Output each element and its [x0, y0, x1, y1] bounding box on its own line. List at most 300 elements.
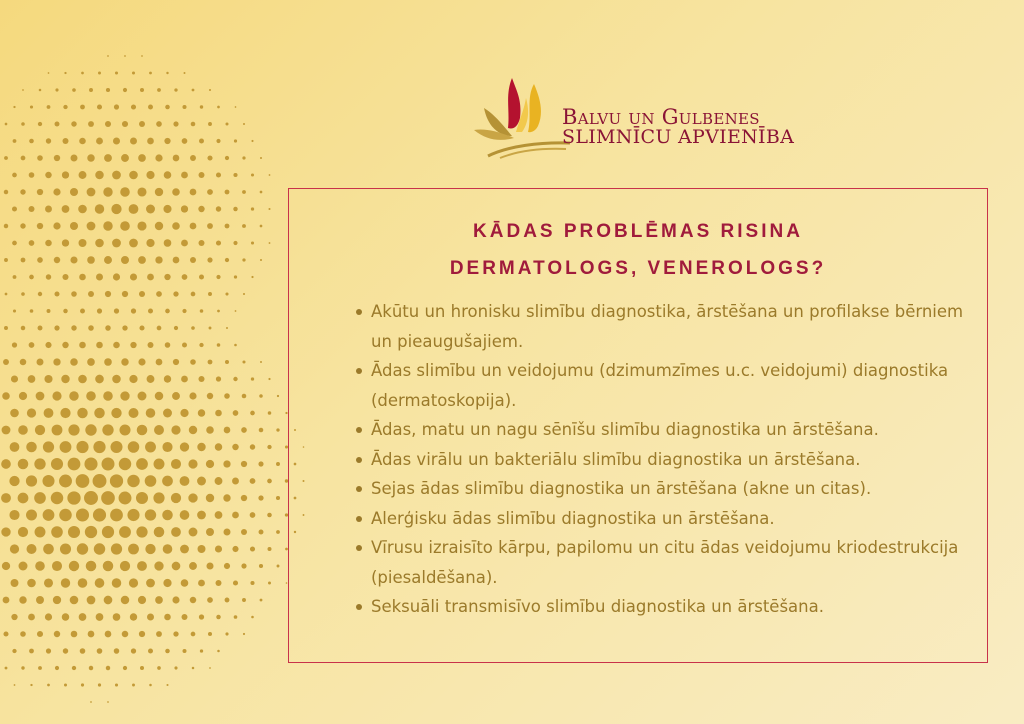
halftone-dot: [224, 393, 230, 399]
halftone-dot: [139, 291, 145, 297]
halftone-dot: [71, 631, 78, 638]
halftone-dot: [112, 578, 122, 588]
halftone-dot: [276, 428, 279, 431]
halftone-dot: [217, 650, 220, 653]
halftone-dot: [251, 241, 254, 244]
halftone-dot: [130, 273, 137, 280]
halftone-dot: [206, 528, 214, 536]
halftone-dot: [140, 88, 144, 92]
halftone-dot: [235, 310, 237, 312]
halftone-dot: [173, 631, 178, 636]
halftone-dot: [180, 476, 190, 486]
halftone-dot: [172, 222, 180, 230]
halftone-dot: [95, 239, 104, 248]
halftone-dot: [95, 375, 104, 384]
halftone-dot: [54, 631, 60, 637]
halftone-dot: [251, 616, 254, 619]
halftone-dot: [188, 493, 197, 502]
halftone-dot: [207, 257, 212, 262]
halftone-dot: [199, 614, 204, 619]
halftone-dot: [86, 561, 97, 572]
halftone-dot: [216, 275, 220, 279]
halftone-dot: [93, 474, 107, 488]
halftone-dot: [48, 72, 50, 74]
halftone-dot: [189, 528, 198, 537]
halftone-dot: [55, 88, 58, 91]
halftone-dot: [113, 273, 120, 280]
halftone-dot: [121, 358, 128, 365]
halftone-dot: [121, 596, 129, 604]
halftone-dot: [11, 614, 17, 620]
halftone-dot: [80, 105, 85, 110]
halftone-dot: [103, 187, 112, 196]
halftone-dot: [223, 460, 230, 467]
halftone-dot: [260, 259, 262, 261]
halftone-dot: [5, 667, 8, 670]
halftone-dot: [234, 139, 237, 142]
halftone-dot: [137, 425, 148, 436]
halftone-dot: [251, 207, 254, 210]
halftone-dot: [180, 442, 189, 451]
halftone-dot: [216, 206, 221, 211]
halftone-dot: [209, 327, 212, 330]
halftone-dot: [192, 89, 195, 92]
halftone-dot: [190, 257, 196, 263]
halftone-dot: [112, 171, 121, 180]
halftone-dot: [20, 631, 26, 637]
halftone-dot: [120, 187, 130, 197]
halftone-dot: [62, 342, 68, 348]
halftone-dot: [268, 547, 272, 551]
halftone-dot: [20, 189, 25, 194]
halftone-dot: [243, 293, 245, 295]
halftone-dot: [120, 221, 130, 231]
halftone-dot: [155, 392, 164, 401]
halftone-dot: [76, 508, 89, 521]
halftone-dot: [171, 459, 181, 469]
halftone-dot: [268, 378, 270, 380]
halftone-dot: [191, 122, 196, 127]
halftone-dot: [148, 105, 153, 110]
halftone-dot: [149, 684, 152, 687]
halftone-dot: [130, 342, 136, 348]
halftone-dot: [70, 222, 78, 230]
halftone-dot: [190, 155, 196, 161]
halftone-dot: [172, 392, 180, 400]
halftone-dot: [94, 408, 105, 419]
halftone-dot: [155, 256, 162, 263]
halftone-dot: [28, 614, 35, 621]
halftone-dot: [241, 563, 246, 568]
halftone-dot: [10, 409, 19, 418]
halftone-dot: [233, 410, 239, 416]
halftone-dot: [190, 597, 196, 603]
halftone-dot: [197, 545, 205, 553]
halftone-dot: [78, 375, 87, 384]
halftone-dot: [192, 667, 195, 670]
halftone-dot: [84, 491, 98, 505]
halftone-dot: [260, 599, 263, 602]
halftone-dot: [105, 291, 111, 297]
halftone-dot: [29, 139, 34, 144]
halftone-dot: [112, 375, 121, 384]
halftone-dot: [156, 631, 162, 637]
halftone-dot: [115, 71, 118, 74]
halftone-dot: [87, 596, 96, 605]
halftone-dot: [162, 442, 172, 452]
halftone-dot: [97, 648, 103, 654]
halftone-dot: [154, 459, 165, 470]
halftone-dot: [13, 275, 17, 279]
halftone-dot: [251, 173, 254, 176]
halftone-dot: [51, 458, 63, 470]
halftone-dot: [164, 138, 170, 144]
halftone-dot: [5, 293, 8, 296]
halftone-dot: [122, 121, 128, 127]
halftone-dot: [3, 597, 10, 604]
halftone-dot: [95, 204, 104, 213]
halftone-dot: [138, 154, 146, 162]
halftone-dot: [173, 291, 178, 296]
halftone-dot: [182, 309, 186, 313]
halftone-dot: [72, 88, 76, 92]
halftone-dot: [173, 257, 180, 264]
halftone-dot: [174, 326, 178, 330]
halftone-dot: [180, 409, 188, 417]
halftone-dot: [136, 458, 148, 470]
info-card: [288, 188, 988, 663]
halftone-dot: [165, 342, 171, 348]
halftone-dot: [139, 325, 144, 330]
halftone-dot: [153, 492, 164, 503]
halftone-dot: [225, 258, 229, 262]
halftone-dot: [107, 55, 109, 57]
halftone-dot: [242, 598, 246, 602]
halftone-dot: [105, 631, 112, 638]
logo-line1: Balvu un Gulbenes: [562, 105, 760, 129]
halftone-dot: [166, 684, 168, 686]
halftone-dot: [71, 325, 76, 330]
halftone-dot: [37, 155, 43, 161]
halftone-dot: [21, 156, 26, 161]
halftone-dot: [173, 121, 178, 126]
halftone-dot: [64, 72, 66, 74]
halftone-dot: [43, 544, 54, 555]
halftone-dot: [79, 342, 86, 349]
halftone-dot: [54, 291, 59, 296]
halftone-dot: [181, 205, 188, 212]
halftone-dot: [87, 154, 95, 162]
halftone-dot: [111, 408, 121, 418]
halftone-dot: [29, 240, 35, 246]
halftone-dot: [198, 376, 204, 382]
halftone-dot: [51, 492, 64, 505]
halftone-dot: [38, 292, 42, 296]
halftone-dot-pattern: [0, 0, 320, 724]
halftone-dot: [190, 359, 196, 365]
halftone-dot: [165, 309, 170, 314]
halftone-dot: [84, 457, 97, 470]
halftone-dot: [197, 477, 206, 486]
halftone-dot: [251, 377, 254, 380]
list-item: Sejas ādas slimību diagnostika un ārstēšana (akne un citas).: [347, 474, 987, 504]
halftone-dot: [277, 565, 280, 568]
halftone-dot: [22, 89, 24, 91]
halftone-dot: [113, 342, 120, 349]
halftone-dot: [241, 495, 247, 501]
halftone-dot: [44, 408, 54, 418]
halftone-dot: [27, 544, 37, 554]
halftone-dot: [127, 509, 139, 521]
halftone-dot: [115, 683, 118, 686]
halftone-dot: [225, 190, 230, 195]
halftone-dot: [29, 342, 35, 348]
halftone-dot: [103, 221, 112, 230]
halftone-dot: [110, 509, 123, 522]
halftone-dot: [139, 631, 145, 637]
halftone-dot: [181, 240, 188, 247]
halftone-dot: [1, 459, 11, 469]
halftone-dot: [88, 631, 95, 638]
halftone-dot: [60, 408, 70, 418]
halftone-dot: [234, 344, 237, 347]
halftone-dot: [199, 139, 204, 144]
halftone-dot: [119, 492, 132, 505]
halftone-dot: [197, 443, 205, 451]
halftone-dot: [18, 425, 28, 435]
halftone-dot: [88, 121, 94, 127]
halftone-dot: [182, 274, 188, 280]
halftone-dot: [233, 173, 237, 177]
halftone-dot: [223, 494, 230, 501]
halftone-dot: [44, 578, 53, 587]
halftone-dot: [188, 459, 197, 468]
halftone-dot: [52, 561, 62, 571]
halftone-dot: [101, 491, 115, 505]
halftone-dot: [114, 648, 120, 654]
halftone-dot: [93, 441, 105, 453]
halftone-dot: [223, 528, 230, 535]
halftone-dot: [165, 649, 170, 654]
halftone-dot: [34, 458, 45, 469]
halftone-dot: [137, 561, 147, 571]
halftone-dot: [146, 171, 154, 179]
halftone-dot: [132, 72, 135, 75]
halftone-dot: [106, 666, 110, 670]
halftone-dot: [90, 701, 92, 703]
halftone-dot: [9, 510, 19, 520]
halftone-dot: [39, 89, 42, 92]
halftone-dot: [233, 377, 237, 381]
halftone-dot: [2, 392, 10, 400]
halftone-dot: [182, 343, 187, 348]
halftone-dot: [182, 105, 186, 109]
halftone-dot: [207, 597, 213, 603]
halftone-dot: [62, 274, 68, 280]
halftone-dot: [104, 154, 112, 162]
halftone-dot: [87, 222, 96, 231]
halftone-dot: [197, 511, 206, 520]
halftone-dot: [26, 475, 37, 486]
halftone-dot: [76, 441, 88, 453]
halftone-dot: [164, 171, 172, 179]
halftone-dot: [103, 561, 114, 572]
halftone-dot: [173, 359, 179, 365]
halftone-dot: [207, 155, 212, 160]
halftone-dot: [119, 458, 131, 470]
halftone-dot: [9, 476, 19, 486]
halftone-dot: [47, 309, 51, 313]
halftone-dot: [61, 578, 70, 587]
halftone-dot: [54, 325, 59, 330]
halftone-dot: [224, 563, 230, 569]
halftone-dot: [129, 204, 139, 214]
halftone-dot: [136, 492, 148, 504]
halftone-dot: [111, 543, 122, 554]
halftone-dot: [163, 544, 173, 554]
halftone-dot: [198, 206, 204, 212]
halftone-dot: [146, 239, 154, 247]
halftone-dot: [260, 191, 263, 194]
halftone-dot: [129, 171, 138, 180]
halftone-dot: [71, 121, 76, 126]
halftone-dot: [206, 494, 214, 502]
halftone-dot: [70, 188, 78, 196]
halftone-dot: [145, 509, 156, 520]
halftone-dot: [232, 478, 239, 485]
halftone-dot: [147, 274, 154, 281]
halftone-dot: [258, 461, 263, 466]
halftone-dot: [88, 291, 94, 297]
halftone-dot: [124, 55, 126, 57]
halftone-dot: [30, 105, 33, 108]
halftone-dot: [13, 106, 15, 108]
halftone-dot: [110, 474, 123, 487]
halftone-dot: [5, 123, 8, 126]
halftone-dot: [130, 138, 137, 145]
halftone-dot: [59, 475, 72, 488]
halftone-dot: [199, 343, 203, 347]
halftone-dot: [79, 613, 87, 621]
halftone-dot: [79, 171, 87, 179]
halftone-dot: [215, 410, 222, 417]
halftone-dot: [87, 256, 95, 264]
halftone-dot: [241, 427, 247, 433]
halftone-dot: [242, 156, 245, 159]
halftone-dot: [208, 292, 212, 296]
halftone-dot: [4, 190, 8, 194]
halftone-dot: [163, 409, 172, 418]
halftone-dot: [269, 174, 271, 176]
halftone-dot: [89, 88, 93, 92]
halftone-dot: [86, 391, 96, 401]
halftone-dot: [147, 375, 155, 383]
halftone-dot: [234, 275, 237, 278]
halftone-dot: [3, 359, 9, 365]
halftone-dot: [209, 89, 211, 91]
halftone-dot: [96, 274, 103, 281]
halftone-dot: [97, 104, 102, 109]
halftone-dot: [139, 121, 145, 127]
halftone-dot: [30, 309, 34, 313]
halftone-dot: [47, 684, 50, 687]
halftone-dot: [53, 596, 61, 604]
card-title: [289, 213, 987, 287]
halftone-dot: [119, 424, 130, 435]
list-item: Akūtu un hronisku slimību diagnostika, ārstēšana un profilakse bērniem un pieaugušajiem.: [347, 297, 987, 356]
halftone-dot: [277, 395, 279, 397]
halftone-dot: [225, 292, 228, 295]
halftone-dot: [63, 309, 67, 313]
halftone-dot: [69, 391, 78, 400]
halftone-dot: [18, 527, 28, 537]
halftone-dot: [12, 342, 17, 347]
halftone-dot: [122, 291, 128, 297]
card-title-line1: KĀDAS PROBLĒMAS RISINA: [473, 221, 803, 242]
halftone-dot: [46, 138, 51, 143]
halftone-dot: [61, 375, 69, 383]
halftone-dot: [4, 326, 8, 330]
halftone-dot: [64, 684, 67, 687]
halftone-dot: [200, 309, 204, 313]
halftone-dot: [200, 649, 203, 652]
halftone-dot: [215, 511, 223, 519]
halftone-dot: [251, 140, 253, 142]
halftone-dot: [119, 526, 131, 538]
halftone-dot: [62, 239, 69, 246]
halftone-dot: [95, 171, 103, 179]
halftone-dot: [276, 462, 280, 466]
halftone-dot: [29, 275, 34, 280]
halftone-dot: [62, 138, 68, 144]
halftone-dot: [206, 460, 214, 468]
halftone-dot: [207, 189, 213, 195]
halftone-dot: [2, 562, 10, 570]
halftone-dot: [120, 561, 130, 571]
halftone-dot: [260, 225, 263, 228]
halftone-dot: [138, 596, 146, 604]
halftone-dot: [45, 613, 52, 620]
halftone-dot: [242, 394, 247, 399]
halftone-dot: [103, 391, 113, 401]
halftone-dot: [55, 122, 60, 127]
halftone-dot: [87, 358, 95, 366]
halftone-dot: [243, 123, 245, 125]
halftone-dot: [155, 596, 163, 604]
halftone-dot: [267, 445, 271, 449]
halftone-dot: [200, 105, 203, 108]
list-item: Seksuāli transmisīvo slimību diagnostika un ārstēšana.: [347, 592, 987, 622]
halftone-dot: [260, 157, 262, 159]
halftone-dot: [250, 581, 254, 585]
halftone-dot: [63, 648, 68, 653]
halftone-dot: [52, 425, 63, 436]
halftone-dot: [191, 326, 195, 330]
halftone-dot: [148, 649, 153, 654]
halftone-dot: [128, 544, 139, 555]
halftone-dot: [138, 392, 147, 401]
halftone-dot: [10, 544, 19, 553]
halftone-dot: [243, 633, 245, 635]
halftone-dot: [189, 426, 197, 434]
halftone-dot: [225, 122, 228, 125]
halftone-dot: [70, 596, 79, 605]
halftone-dot: [224, 427, 231, 434]
halftone-dot: [155, 154, 162, 161]
halftone-dot: [164, 375, 171, 382]
halftone-dot: [131, 308, 136, 313]
halftone-dot: [190, 189, 197, 196]
